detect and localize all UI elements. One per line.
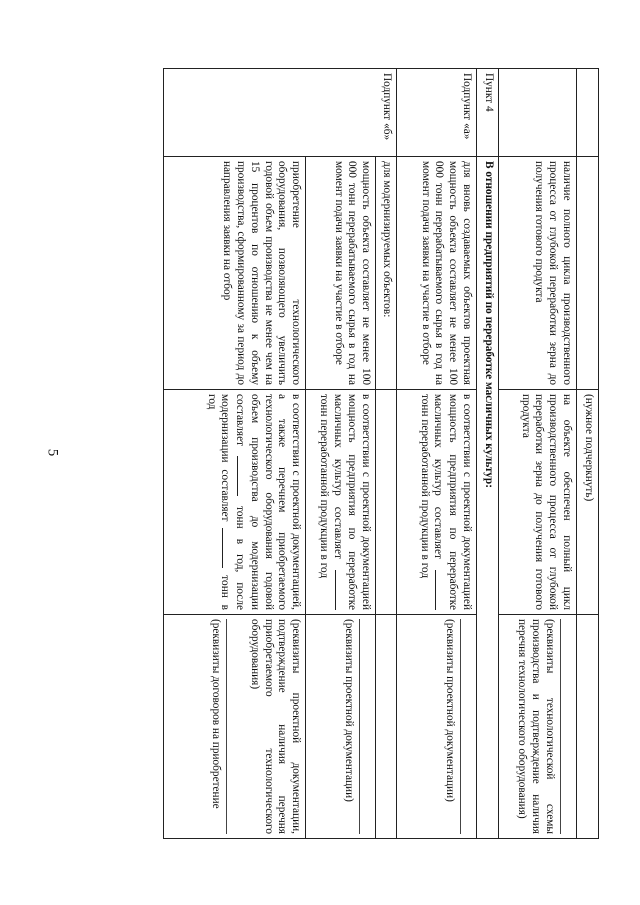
fill-in-blank (435, 570, 445, 610)
section-label: Пункт 4 (477, 69, 499, 157)
requirements-table (163, 68, 599, 839)
blank-line (226, 619, 237, 834)
confirmation-text-mid: тонн в год, после модернизации составляет (219, 394, 247, 610)
confirmation-text-end: тонн переработанной продукции в год (418, 394, 431, 579)
cell-empty (376, 390, 397, 615)
cell-criterion: приобретение технологического оборудования, позволяющего увеличить годовой объем производства не менее чем на 15 процентов по отношению к объему производства, сформированному за период до направления заявки на отбор (164, 157, 306, 390)
cell-criterion (577, 157, 599, 390)
fill-in-blank (335, 570, 345, 610)
documents-text: (реквизиты технологической схемы производства и подтверждение наличия перечня технологического оборудования) (516, 619, 556, 834)
table-row (376, 69, 397, 839)
cell-criterion: мощность объекта составляет не менее 100 000 тонн перерабатываемого сырья в год на момент подачи заявки на участие в отборе (306, 157, 376, 390)
cell-confirmation: на объекте обеспечен полный цикл производственного процесса от глубокой переработки зерна до получения готового продукта (499, 390, 577, 615)
confirmation-text: в соответствии с проектной документацией, а также перечнем приобретаемого технологического оборудования годовой объем производства до модернизации составляет (234, 394, 303, 610)
cell-criterion: для вновь создаваемых объектов проектная мощность объекта составляет не менее 100 000 тонн перерабатываемого сырья в год на момент подачи заявки на участие в отборе (397, 157, 477, 390)
page-number: 5 (44, 448, 61, 457)
table-row (306, 69, 376, 839)
section-row (477, 69, 499, 839)
cell-documents (306, 615, 376, 839)
documents-text: (реквизиты проектной документации, подтверждение наличия перечня приобретаемого технологического оборудования) (248, 619, 303, 834)
confirmation-text-end: тонн переработанной продукции в год (317, 394, 330, 579)
cell-criterion-head: для модернизируемых объектов: (376, 157, 397, 390)
blank-line (560, 619, 571, 834)
fill-in-blank (222, 528, 232, 568)
cell-confirmation (306, 390, 376, 615)
cell-documents (499, 615, 577, 839)
table-row (577, 69, 599, 839)
document-table-frame (109, 68, 599, 838)
cell-label (499, 69, 577, 157)
table-row (164, 69, 306, 839)
fill-in-blank (237, 456, 247, 496)
cell-documents (397, 615, 477, 839)
cell-label (577, 69, 599, 157)
documents-text: (реквизиты проектной документации) (444, 619, 456, 802)
cell-documents (164, 615, 306, 839)
confirmation-text: в соответствии с проектной документацией мощность предприятия по переработке масличных культур составляет (432, 394, 473, 610)
cell-confirmation: (нужное подчеркнуть) (577, 390, 599, 615)
blank-line (359, 619, 370, 834)
blank-line (460, 619, 471, 834)
table-row (499, 69, 577, 839)
cell-confirmation (397, 390, 477, 615)
subpoint-a-label: Подпункт «а» (397, 69, 477, 157)
documents-text-continued: (реквизиты договоров на приобретение (210, 619, 223, 809)
documents-text: (реквизиты проектной документации) (343, 619, 356, 802)
table-row (397, 69, 477, 839)
cell-documents (577, 615, 599, 839)
cell-empty (376, 615, 397, 839)
cell-criterion: наличие полного цикла производственного процесса от глубокой переработки зерна до получения готового продукта (499, 157, 577, 390)
cell-confirmation (164, 390, 306, 615)
subpoint-b-label: Подпункт «б» (164, 69, 397, 157)
section-title: В отношении предприятий по переработке масличных культур: (477, 157, 499, 839)
confirmation-text: в соответствии с проектной документацией мощность предприятия по переработке масличных культур составляет (331, 394, 373, 610)
confirmation-text-end: тонн в год (205, 394, 232, 611)
